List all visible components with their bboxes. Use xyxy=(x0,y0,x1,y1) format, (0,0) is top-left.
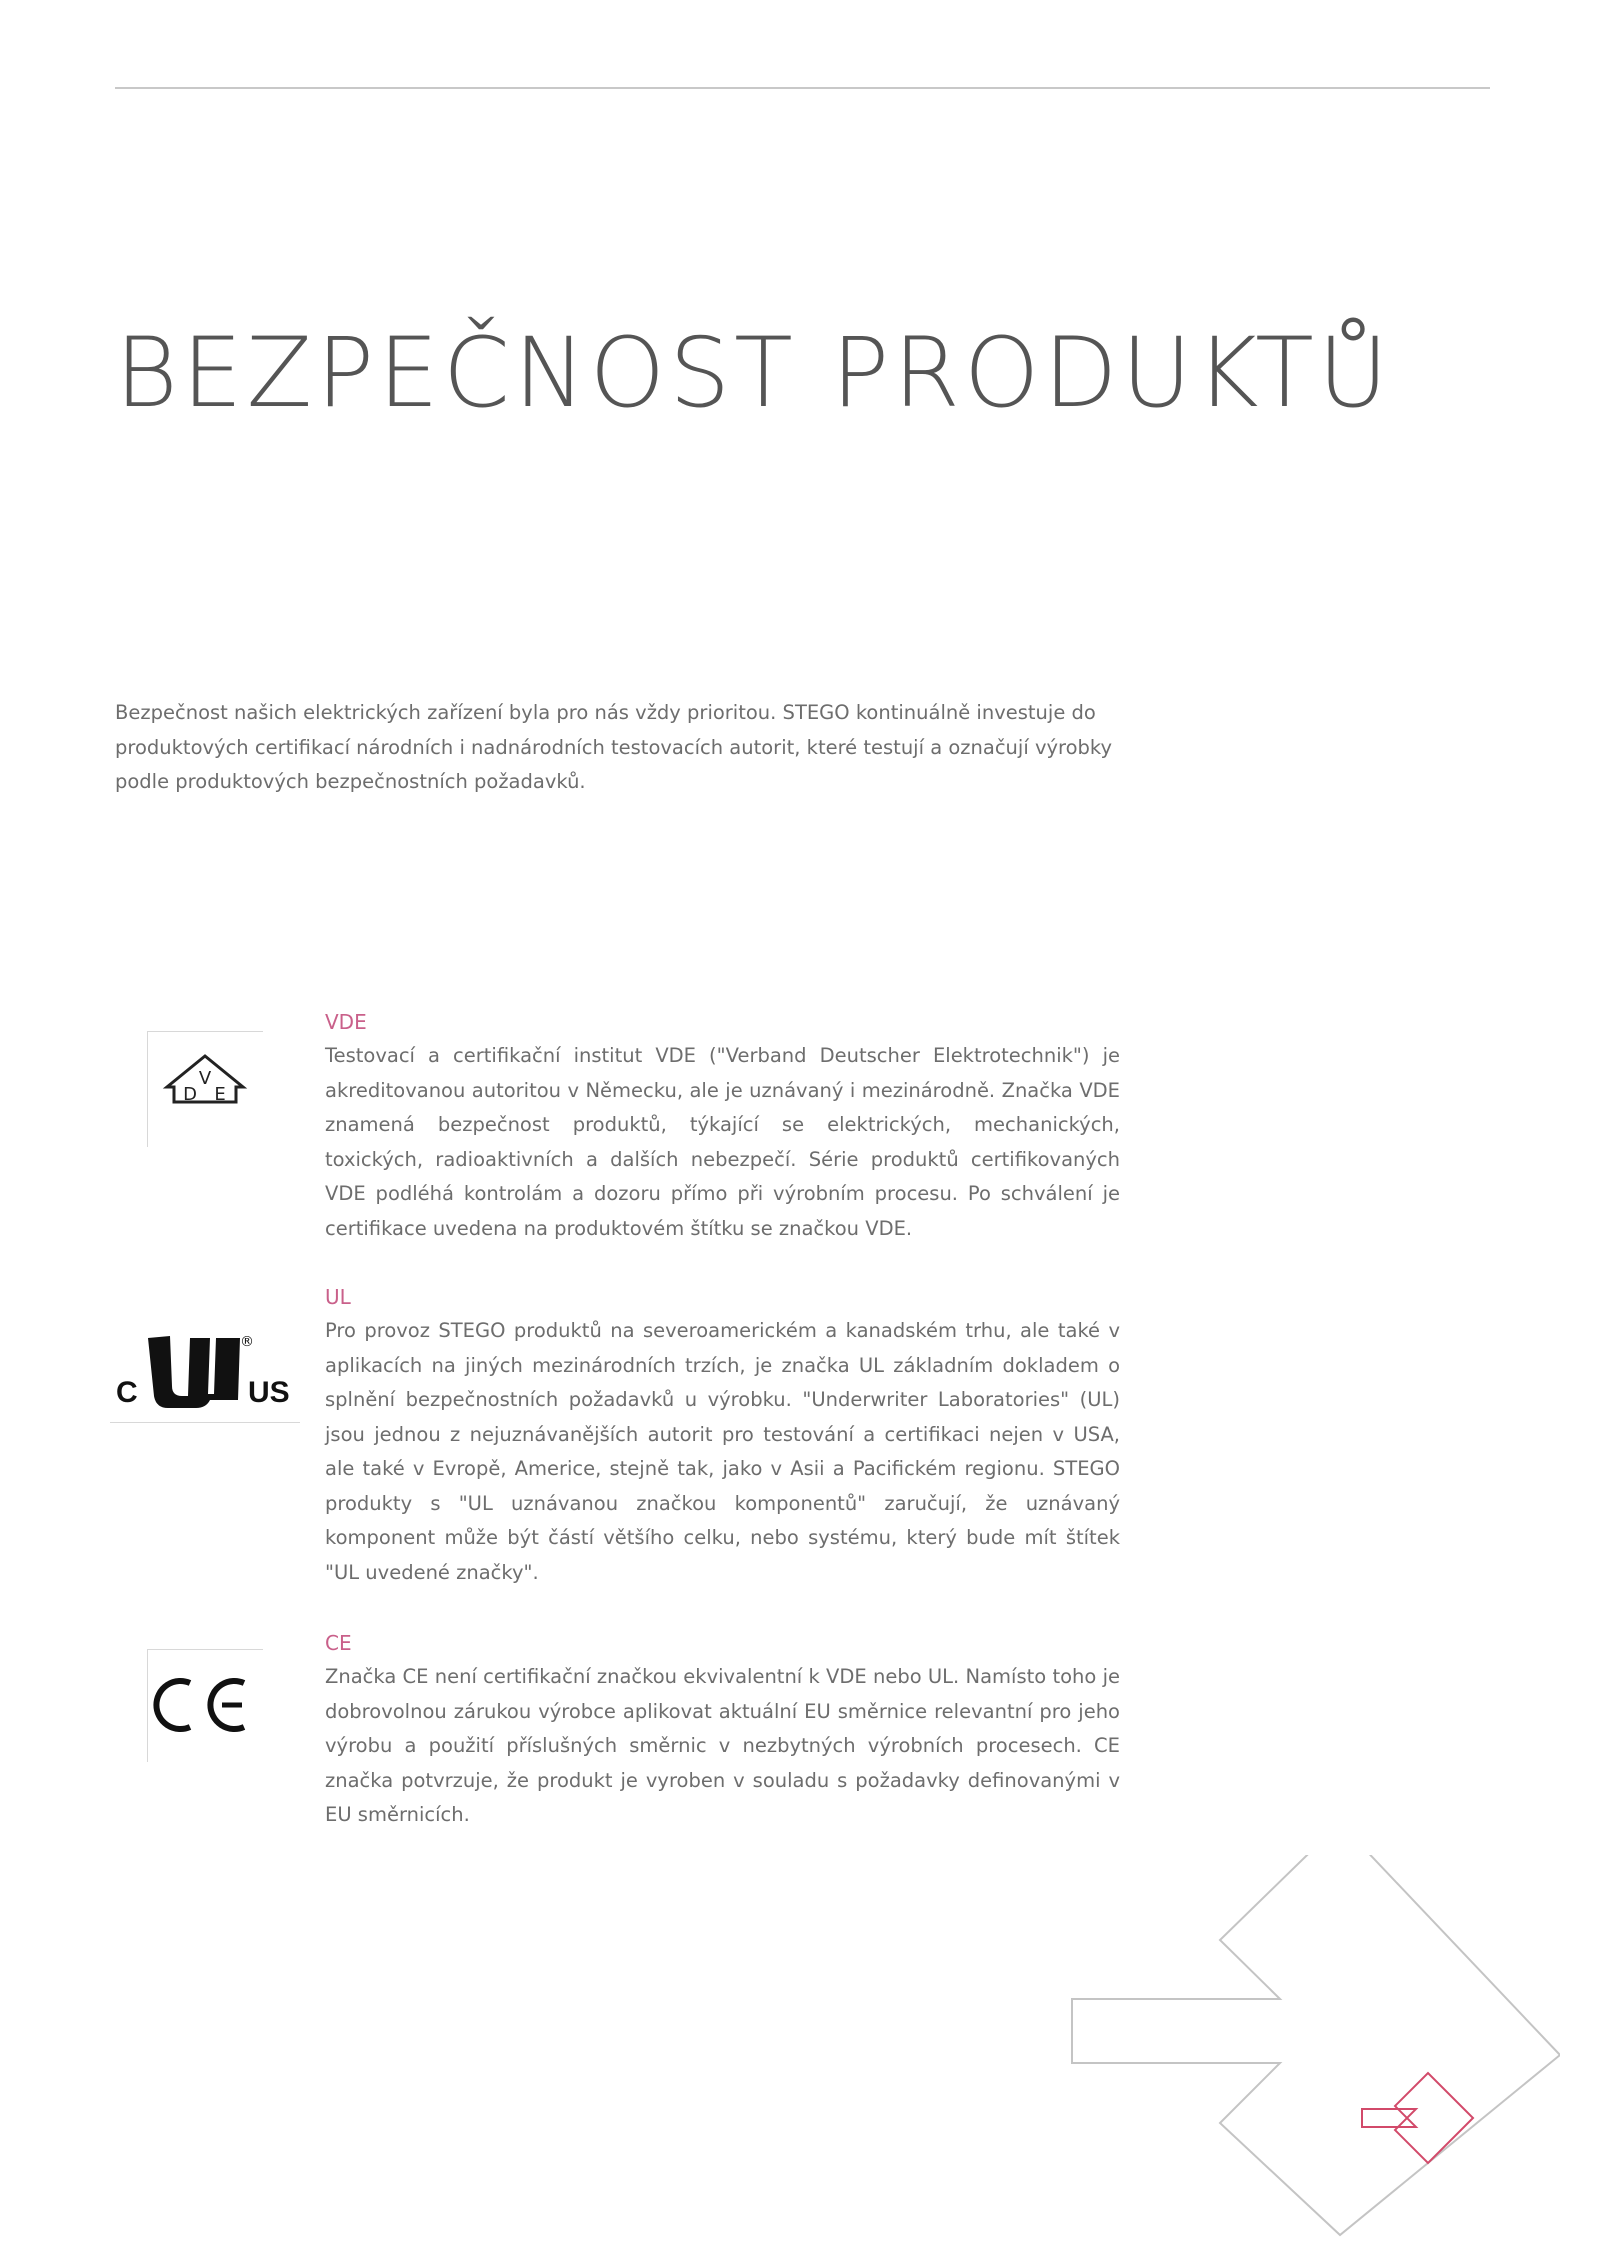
section-ce xyxy=(325,1626,1120,1833)
section-text: Pro provoz STEGO produktů na severoamerickém a kanadském trhu, ale také v aplikacích na jiných mezinárodních trzích, je značka UL základním dokladem o splnění bezpečnostních požadavků u výrobku. "Underwriter Laboratories" (UL) jsou jednou z nejuznávanějších autorit pro testování a certifikaci nejen v USA, ale také v Evropě, Americe, stejně tak, jako v Asii a Pacifickém regionu. STEGO produkty s "UL uznávanou značkou komponentů" zaručují, že uznávaný komponent může být částí většího celku, nebo systému, který bude mít štítek "UL uvedené značky". xyxy=(325,1319,1120,1584)
top-divider xyxy=(115,87,1490,89)
ce-logo xyxy=(147,1649,263,1762)
ul-logo xyxy=(110,1316,300,1423)
vde-mark-icon xyxy=(148,1032,263,1147)
page-title: BEZPEČNOST PRODUKTŮ xyxy=(115,317,1393,429)
intro-paragraph: Bezpečnost našich elektrických zařízení byla pro nás vždy prioritou. STEGO kontinuálně investuje do produktových certifikací národních i nadnárodních testovacích autorit, které testují a označují výrobky podle produktových bezpečnostních požadavků. xyxy=(115,701,1113,793)
large-arrow-outline xyxy=(1072,1855,1560,2235)
section-ul xyxy=(325,1280,1120,1590)
vde-letter-e: E xyxy=(214,1084,226,1105)
vde-letter-v: V xyxy=(198,1068,212,1089)
section-vde xyxy=(325,1005,1120,1246)
section-text: Testovací a certifikační institut VDE ("Verband Deutscher Elektrotechnik") je akreditovanou autoritou v Německu, ale je uznávaný i mezinárodně. Značka VDE znamená bezpečnost produktů, týkající se elektrických, mechanických, toxických, radioaktivních a dalších nebezpečí. Série produktů certifikovaných VDE podléhá kontrolám a dozoru přímo při výrobním procesu. Po schválení je certifikace uvedena na produktovém štítku se značkou VDE. xyxy=(325,1044,1120,1240)
small-arrow-outline xyxy=(1362,2073,1473,2163)
vde-letter-d: D xyxy=(183,1084,197,1105)
ul-registered-mark: ® xyxy=(240,1334,254,1350)
outline-arrow-icon xyxy=(1060,1855,1560,2255)
section-heading: VDE xyxy=(325,1010,367,1034)
ul-letter-c: C xyxy=(116,1376,138,1409)
ul-recognized-mark-icon xyxy=(110,1316,300,1422)
section-heading: CE xyxy=(325,1631,352,1655)
section-heading: UL xyxy=(325,1285,351,1309)
ce-mark-icon xyxy=(148,1650,263,1762)
section-text: Značka CE není certifikační značkou ekvivalentní k VDE nebo UL. Namísto toho je dobrovolnou zárukou výrobce aplikovat aktuální EU směrnice relevantní pro jeho výrobu a použití příslušných směrnic v nezbytných výrobních procesech. CE značka potvrzuje, že produkt je vyroben v souladu s požadavky definovanými v EU směrnicích. xyxy=(325,1665,1120,1826)
vde-logo xyxy=(147,1031,263,1147)
ul-letter-us: US xyxy=(248,1376,290,1409)
